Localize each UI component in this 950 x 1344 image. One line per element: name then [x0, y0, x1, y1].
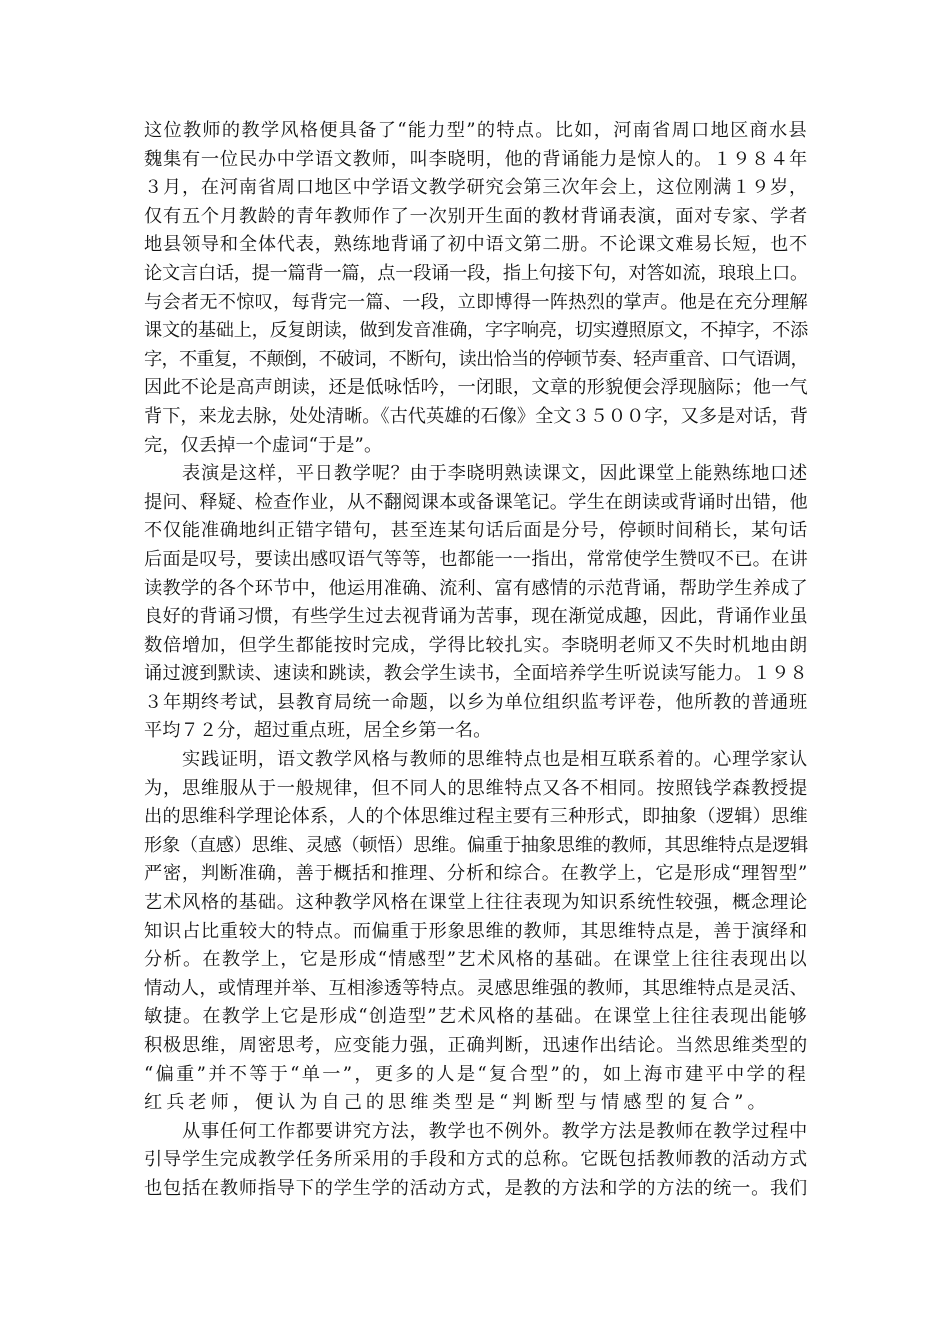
text-line: 论文言白话，提一篇背一篇，点一段诵一段，指上句接下句，对答如流，琅琅上口。	[144, 262, 808, 284]
text-line: 情动人，或情理并举、互相渗透等特点。灵感思维强的教师，其思维特点是灵活、	[144, 977, 808, 999]
text-line: ３年期终考试，县教育局统一命题，以乡为单位组织监考评卷，他所教的普通班	[144, 691, 808, 713]
text-line: 读教学的各个环节中，他运用准确、流利、富有感情的示范背诵，帮助学生养成了	[144, 577, 808, 599]
text-line: 敏捷。在教学上它是形成“创造型”艺术风格的基础。在课堂上往往表现出能够	[144, 1006, 808, 1028]
text-line: 因此不论是高声朗读，还是低咏恬吟，一闭眼，文章的形貌便会浮现脑际；他一气	[144, 377, 808, 399]
text-line: 引导学生完成教学任务所采用的手段和方式的总称。它既包括教师教的活动方式	[144, 1149, 808, 1171]
text-line: 不仅能准确地纠正错字错句，甚至连某句话后面是分号，停顿时间稍长，某句话	[144, 520, 808, 542]
text-line: 也包括在教师指导下的学生学的活动方式，是教的方法和学的方法的统一。我们	[144, 1177, 808, 1199]
text-line: 背下，来龙去脉，处处清晰。《古代英雄的石像》全文３５００字，又多是对话，背	[144, 405, 808, 427]
text-line: 字，不重复，不颠倒，不破词，不断句，读出恰当的停顿节奏、轻声重音、口气语调，	[144, 348, 808, 370]
text-line: 后面是叹号，要读出感叹语气等等，也都能一一指出，常常使学生赞叹不已。在讲	[144, 548, 808, 570]
text-line: 实践证明，语文教学风格与教师的思维特点也是相互联系着的。心理学家认	[182, 749, 808, 771]
text-line: 表演是这样，平日教学呢？由于李晓明熟读课文，因此课堂上能熟练地口述	[182, 463, 808, 485]
text-line: 数倍增加，但学生都能按时完成，学得比较扎实。李晓明老师又不失时机地由朗	[144, 634, 808, 656]
text-line: 积极思维，周密思考，应变能力强，正确判断，迅速作出结论。当然思维类型的	[144, 1035, 808, 1056]
text-line: 仅有五个月教龄的青年教师作了一次别开生面的教材背诵表演，面对专家、学者	[144, 205, 808, 227]
text-line: 完，仅丢掉一个虚词“于是”。	[144, 434, 383, 456]
text-line: 艺术风格的基础。这种教学风格在课堂上往往表现为知识系统性较强，概念理论	[144, 892, 808, 914]
text-line: 魏集有一位民办中学语文教师，叫李晓明，他的背诵能力是惊人的。１９８４年	[144, 148, 808, 170]
text-line: 形象（直感）思维、灵感（顿悟）思维。偏重于抽象思维的教师，其思维特点是逻辑	[144, 834, 808, 856]
text-line: 良好的背诵习惯，有些学生过去视背诵为苦事，现在渐觉成趣，因此，背诵作业虽	[144, 606, 808, 628]
text-line: 诵过渡到默读、速读和跳读，教会学生读书，全面培养学生听说读写能力。１９８	[144, 663, 808, 685]
text-line: 为，思维服从于一般规律，但不同人的思维特点又各不相同。按照钱学森教授提	[144, 777, 808, 799]
text-line: 从事任何工作都要讲究方法，教学也不例外。教学方法是教师在教学过程中	[182, 1120, 808, 1142]
text-line: 出的思维科学理论体系，人的个体思维过程主要有三种形式，即抽象（逻辑）思维	[144, 806, 808, 828]
text-line: 严密，判断准确，善于概括和推理、分析和综合。在教学上，它是形成“理智型”	[144, 863, 808, 885]
text-line: 课文的基础上，反复朗读，做到发音准确，字字响亮，切实遵照原文，不掉字，不添	[144, 320, 808, 342]
text-line: 分析。在教学上，它是形成“情感型”艺术风格的基础。在课堂上往往表现出以	[144, 949, 808, 971]
text-line: 知识占比重较大的特点。而偏重于形象思维的教师，其思维特点是，善于演绎和	[144, 920, 808, 942]
text-line: “偏重”并不等于“单一”，更多的人是“复合型”的，如上海市建平中学的程	[144, 1063, 808, 1085]
body-text	[144, 117, 808, 1204]
text-line: 平均７２分，超过重点班，居全乡第一名。	[144, 720, 492, 742]
text-line: 红兵老师，便认为自己的思维类型是“判断型与情感型的复合”。	[144, 1092, 770, 1114]
text-line: ３月，在河南省周口地区中学语文教学研究会第三次年会上，这位刚满１９岁，	[144, 177, 808, 199]
text-line: 地县领导和全体代表，熟练地背诵了初中语文第二册。不论课文难易长短，也不	[144, 234, 808, 256]
text-line: 这位教师的教学风格便具备了“能力型”的特点。比如，河南省周口地区商水县	[144, 120, 808, 141]
text-line: 与会者无不惊叹，每背完一篇、一段，立即博得一阵热烈的掌声。他是在充分理解	[144, 291, 808, 313]
text-line: 提问、释疑、检查作业，从不翻阅课本或备课笔记。学生在朗读或背诵时出错，他	[144, 491, 808, 513]
